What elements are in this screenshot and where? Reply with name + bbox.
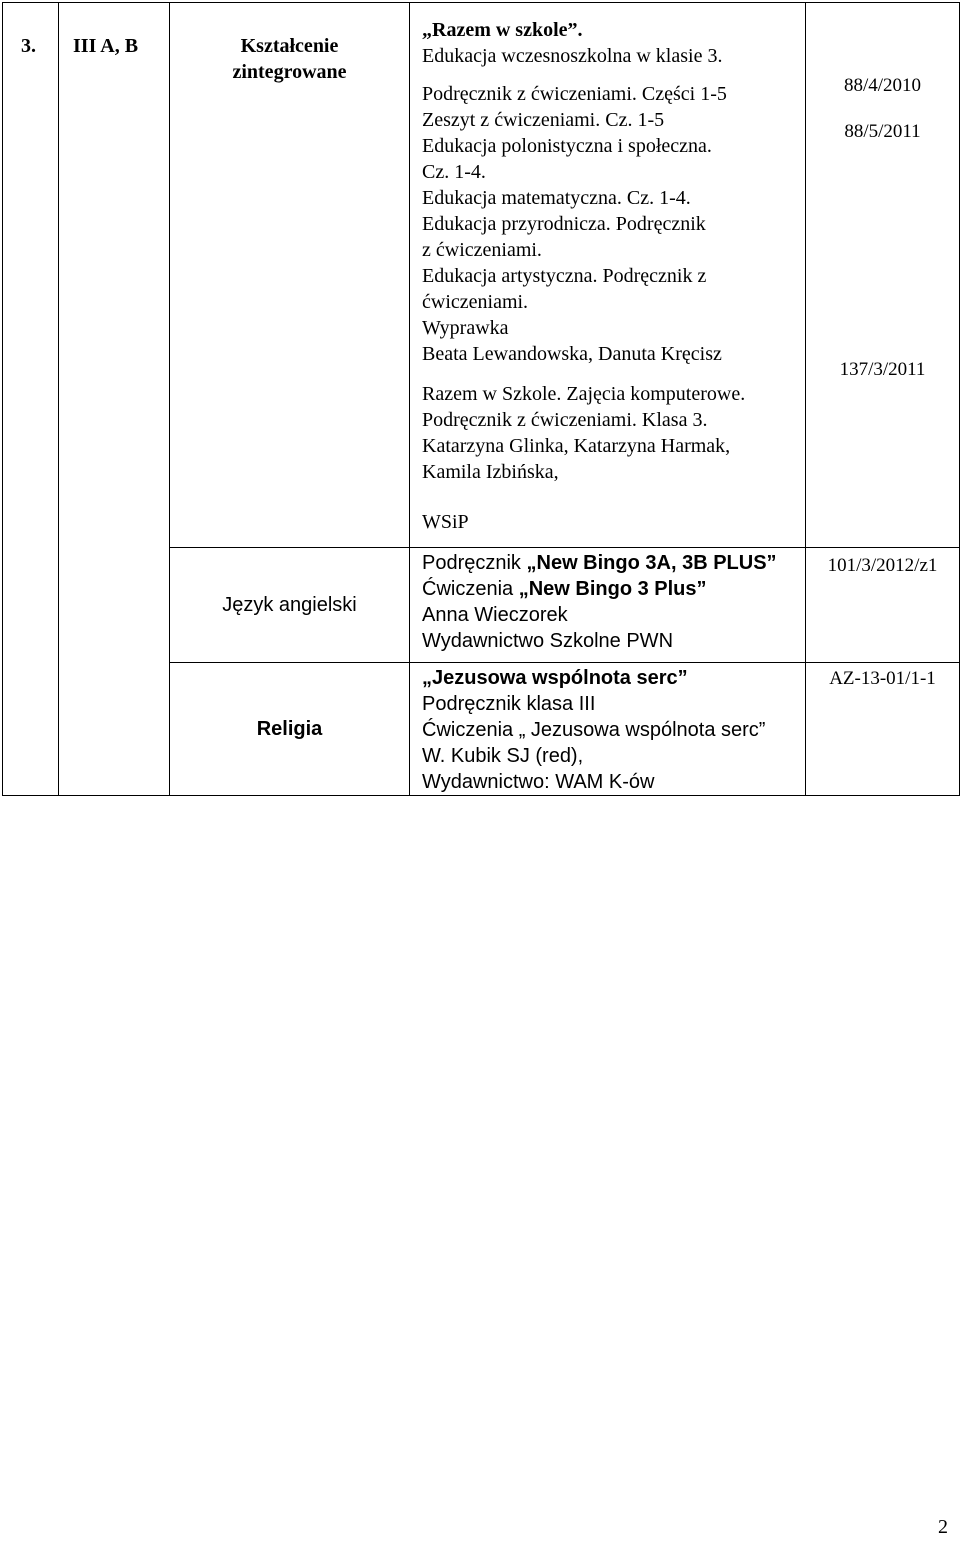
textbook-table [2, 2, 960, 796]
subject-text: Język angielski [222, 594, 357, 616]
book-authors: Beata Lewandowska, Danuta Kręcisz [422, 343, 722, 365]
book-line: z ćwiczeniami. [422, 239, 542, 261]
table-row [3, 3, 960, 548]
approval-number: 101/3/2012/z1 [827, 555, 938, 576]
book-line: Podręcznik z ćwiczeniami. Klasa 3. [422, 409, 708, 431]
approval-number-cell [806, 548, 960, 663]
approval-number: AZ-13-01/1-1 [829, 668, 936, 689]
book-line: Ćwiczenia [422, 578, 519, 600]
book-line: Ćwiczenia „ Jezusowa wspólnota serc” [422, 719, 766, 741]
publisher: WSiP [422, 511, 469, 533]
book-line: Edukacja artystyczna. Podręcznik z [422, 265, 707, 287]
approval-number: 137/3/2011 [839, 359, 926, 380]
publisher: Wydawnictwo Szkolne PWN [422, 630, 674, 652]
book-line: Edukacja matematyczna. Cz. 1-4. [422, 187, 691, 209]
book-line: ćwiczeniami. [422, 291, 529, 313]
approval-number: 88/4/2010 [843, 75, 922, 96]
textbook-cell [410, 3, 806, 548]
book-line: Edukacja przyrodnicza. Podręcznik [422, 213, 706, 235]
class-cell [59, 3, 170, 796]
textbook-cell [410, 548, 806, 663]
row-number [3, 3, 59, 796]
approval-number-cell [806, 663, 960, 796]
book-line: Edukacja wczesnoszkolna w klasie 3. [422, 45, 723, 67]
subject-line: zintegrowane [232, 61, 347, 83]
subject-cell [170, 663, 410, 796]
subject-cell [170, 3, 410, 548]
subject-line: Kształcenie [240, 35, 339, 57]
subject-text: Religia [256, 718, 323, 740]
row-number-text: 3. [21, 35, 36, 57]
subject-cell [170, 548, 410, 663]
book-authors: Katarzyna Glinka, Katarzyna Harmak, [422, 435, 731, 457]
book-line: Razem w Szkole. Zajęcia komputerowe. [422, 383, 746, 405]
book-line: Wyprawka [422, 317, 509, 339]
page-number: 2 [938, 1516, 948, 1538]
approval-number: 88/5/2011 [844, 121, 921, 142]
book-line: Edukacja polonistyczna i społeczna. [422, 135, 712, 157]
book-line: Podręcznik [422, 552, 527, 574]
book-authors: W. Kubik SJ (red), [422, 745, 584, 767]
book-authors: Anna Wieczorek [422, 604, 568, 626]
book-line: Zeszyt z ćwiczeniami. Cz. 1-5 [422, 109, 665, 131]
book-title: „Jezusowa wspólnota serc” [422, 667, 688, 689]
class-text: III A, B [73, 35, 139, 57]
approval-number-cell [806, 3, 960, 548]
book-title: „New Bingo 3A, 3B PLUS” [526, 552, 777, 574]
book-title: „New Bingo 3 Plus” [518, 578, 707, 600]
book-line: Cz. 1-4. [422, 161, 486, 183]
book-authors: Kamila Izbińska, [422, 461, 559, 483]
book-title: „Razem w szkole”. [422, 19, 583, 41]
textbook-cell [410, 663, 806, 796]
publisher: Wydawnictwo: WAM K-ów [422, 771, 655, 793]
book-line: Podręcznik klasa III [422, 693, 596, 715]
book-line: Podręcznik z ćwiczeniami. Części 1-5 [422, 83, 727, 105]
